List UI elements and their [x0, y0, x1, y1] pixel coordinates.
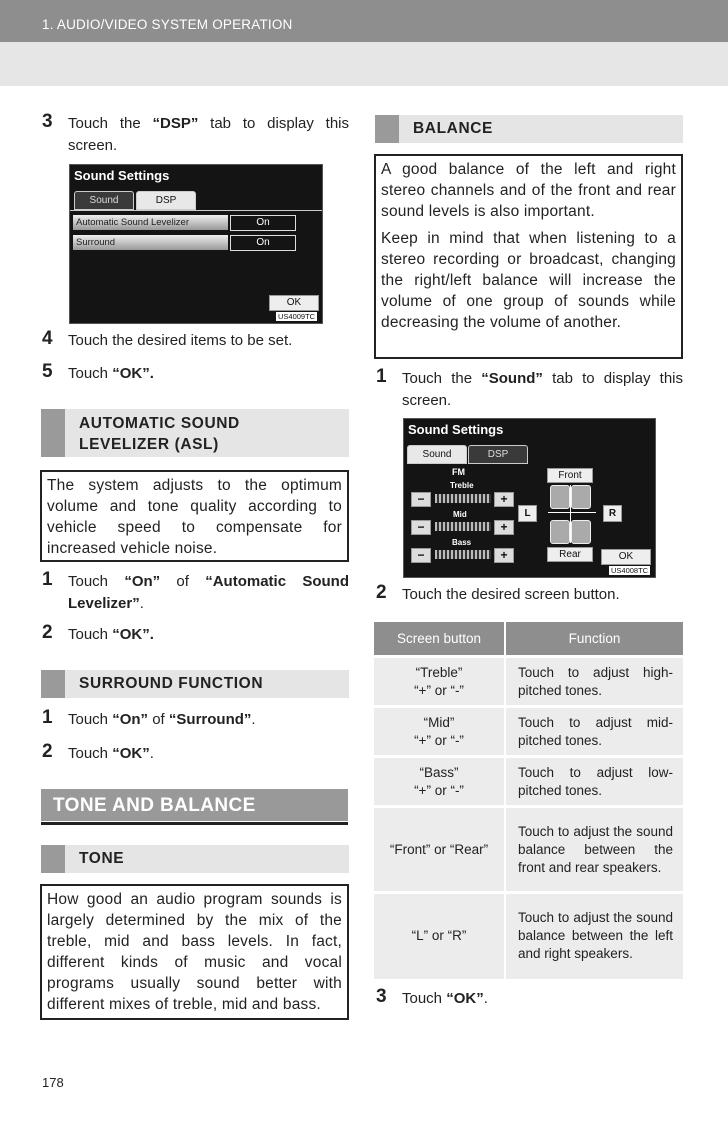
treble-label: Treble [450, 481, 474, 490]
step-number: 4 [42, 328, 53, 349]
heading-underline [41, 822, 348, 825]
heading-bar [375, 115, 399, 143]
balance-crosshair-v [570, 485, 571, 543]
button-cell: “Mid” “+” or “-” [374, 707, 505, 757]
mid-minus-button: − [411, 520, 431, 535]
button-cell: “Front” or “Rear” [374, 807, 505, 893]
ok-button-image: OK [269, 295, 319, 311]
function-cell: Touch to adjust the sound balance between the front and rear speakers. [505, 807, 683, 893]
bass-label: Bass [452, 538, 472, 547]
heading-text: BALANCE [413, 120, 493, 137]
heading-text: TONE AND BALANCE [53, 795, 256, 816]
treble-plus-button: + [494, 492, 514, 507]
step-text: Touch “OK”. [68, 745, 154, 762]
balance-heading [375, 115, 683, 143]
bass-minus-button: − [411, 548, 431, 563]
heading-text: TONE [79, 850, 125, 867]
step-number: 1 [42, 707, 53, 728]
function-cell: Touch to adjust the sound balance between the left and right speakers. [505, 893, 683, 979]
bass-meter [435, 550, 491, 559]
screen-title: Sound Settings [74, 168, 170, 183]
tone-and-balance-heading [41, 789, 348, 821]
step-number: 1 [42, 569, 53, 590]
function-cell: Touch to adjust high-pitched tones. [505, 657, 683, 707]
tab-sound: Sound [407, 445, 467, 464]
step-number: 3 [42, 111, 53, 132]
row-value-asl: On [230, 215, 296, 231]
surround-heading [41, 670, 349, 698]
section-title: 1. AUDIO/VIDEO SYSTEM OPERATION [42, 17, 293, 32]
seat-icon [550, 520, 570, 544]
l-button-image: L [518, 505, 537, 522]
step-text: Touch “On” of “Surround”. [68, 711, 256, 728]
button-cell: “L” or “R” [374, 893, 505, 979]
seat-icon [571, 520, 591, 544]
asl-description-box [40, 470, 349, 562]
tab-sound: Sound [74, 191, 134, 210]
step-text: Touch “On” of “Automatic Sound Levelizer”. [68, 573, 349, 612]
tab-dsp: DSP [136, 191, 196, 210]
table-row [374, 707, 683, 757]
step-text: Touch “OK”. [402, 990, 488, 1007]
step-number: 1 [376, 366, 387, 387]
header-subbar [0, 42, 728, 86]
table-header-row [374, 622, 683, 657]
tone-heading [41, 845, 349, 873]
balance-crosshair-h [548, 512, 596, 513]
sound-settings-screenshot [403, 418, 656, 578]
tab-divider [70, 210, 322, 211]
balance-paragraph-1: A good balance of the left and right stereo channels and of the front and rear sound levels is also important. [381, 161, 676, 220]
tone-description-box [40, 884, 349, 1020]
function-cell: Touch to adjust low-pitched tones. [505, 757, 683, 807]
table-row [374, 807, 683, 893]
source-label: FM [452, 467, 465, 477]
treble-minus-button: − [411, 492, 431, 507]
column-header: Screen button [374, 622, 505, 657]
function-cell: Touch to adjust mid-pitched tones. [505, 707, 683, 757]
step-text: Touch the “DSP” tab to display this screen. [68, 115, 349, 154]
mid-label: Mid [453, 510, 467, 519]
asl-description: The system adjusts to the optimum volume and tone quality according to vehicle speed to compensate for increased vehicle noise. [47, 477, 342, 557]
dsp-settings-screenshot [69, 164, 323, 324]
page-number: 178 [42, 1075, 64, 1090]
button-cell: “Treble” “+” or “-” [374, 657, 505, 707]
mid-meter [435, 522, 491, 531]
seat-icon [571, 485, 591, 509]
step-number: 5 [42, 361, 53, 382]
header-bar [0, 0, 728, 42]
step-number: 2 [42, 741, 53, 762]
button-cell: “Bass” “+” or “-” [374, 757, 505, 807]
table-row [374, 757, 683, 807]
front-button-image: Front [547, 468, 593, 483]
asl-heading [41, 409, 349, 457]
image-code: US4009TC [278, 312, 316, 321]
step-text: Touch the “Sound” tab to display this screen. [402, 370, 683, 409]
balance-paragraph-2: Keep in mind that when listening to a stereo recording or broadcast, changing the right/left balance will increase the volume of one group of sounds while decreasing the volume of another. [381, 230, 676, 331]
mid-plus-button: + [494, 520, 514, 535]
table-row [374, 893, 683, 979]
image-code: US4008TC [611, 566, 649, 575]
tone-description: How good an audio program sounds is largely determined by the mix of the treble, mid and bass levels. In fact, different kinds of music and vocal programs usually sound better with different mixes of treble, mid and bass. [47, 891, 342, 1013]
step-number: 2 [376, 582, 387, 603]
row-value-surround: On [230, 235, 296, 251]
step-text: Touch the desired items to be set. [68, 332, 293, 349]
heading-bar [41, 845, 65, 873]
rear-button-image: Rear [547, 547, 593, 562]
screen-title: Sound Settings [408, 422, 504, 437]
heading-bar [41, 670, 65, 698]
step-text: Touch “OK”. [68, 626, 154, 643]
step-number: 2 [42, 622, 53, 643]
step-text: Touch “OK”. [68, 365, 154, 382]
step-number: 3 [376, 986, 387, 1007]
balance-description-box [374, 154, 683, 359]
tab-dsp: DSP [468, 445, 528, 464]
treble-meter [435, 494, 491, 503]
row-label-surround: Surround [73, 235, 228, 250]
heading-text: AUTOMATIC SOUND LEVELIZER (ASL) [79, 415, 240, 453]
screen-button-function-table [374, 622, 683, 979]
step-text: Touch the desired screen button. [402, 586, 620, 603]
seat-icon [550, 485, 570, 509]
heading-bar [41, 409, 65, 457]
ok-button-image: OK [601, 549, 651, 565]
heading-text: SURROUND FUNCTION [79, 675, 264, 692]
row-label-asl: Automatic Sound Levelizer [73, 215, 228, 230]
r-button-image: R [603, 505, 622, 522]
table-row [374, 657, 683, 707]
bass-plus-button: + [494, 548, 514, 563]
column-header: Function [505, 622, 683, 657]
